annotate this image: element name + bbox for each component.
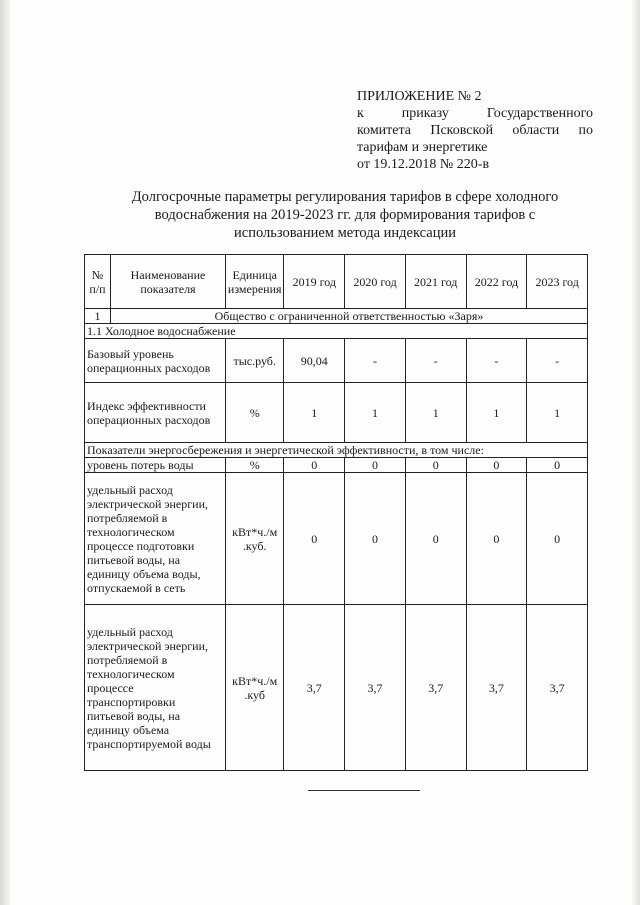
appendix-title: ПРИЛОЖЕНИЕ № 2: [357, 89, 482, 104]
row-name: Базовый уровень операционных расходов: [85, 339, 226, 383]
row-value-2020: 0: [345, 473, 406, 605]
row-value-2019: 0: [284, 458, 345, 473]
row-value-2023: 3,7: [527, 605, 588, 771]
row-value-2021: 0: [405, 473, 466, 605]
scan-edge-right: [632, 0, 640, 905]
row-value-2019: 90,04: [284, 339, 345, 383]
row-value-2023: 0: [527, 473, 588, 605]
appendix-line-2: комитета Псковской области по: [357, 123, 593, 138]
document-title: [110, 188, 580, 242]
document-title-line-1: Долгосрочные параметры регулирования тарифов в сфере холодного: [131, 189, 559, 205]
row-value-2020: 0: [345, 458, 406, 473]
org-num: 1: [85, 309, 111, 324]
table-row: [85, 473, 588, 605]
row-value-2021: 3,7: [405, 605, 466, 771]
row-value-2020: 1: [345, 383, 406, 443]
row-value-2023: 0: [527, 458, 588, 473]
appendix-line-3: тарифам и энергетике: [357, 140, 488, 155]
row-name: уровень потерь воды: [85, 458, 226, 473]
parameters-table: [84, 254, 588, 771]
appendix-line-4: от 19.12.2018 № 220-в: [357, 157, 490, 172]
header-year-2021: 2021 год: [405, 255, 466, 309]
row-unit: тыс.руб.: [225, 339, 284, 383]
row-value-2022: -: [466, 339, 527, 383]
row-name: Индекс эффективности операционных расходов: [85, 383, 226, 443]
closing-divider: [308, 790, 420, 791]
row-value-2021: -: [405, 339, 466, 383]
row-value-2022: 1: [466, 383, 527, 443]
table-row: [85, 458, 588, 473]
energy-section-row: [85, 443, 588, 458]
header-year-2020: 2020 год: [345, 255, 406, 309]
section-title: 1.1 Холодное водоснабжение: [85, 324, 588, 339]
row-unit: %: [225, 458, 284, 473]
row-value-2022: 0: [466, 458, 527, 473]
table-row: [85, 605, 588, 771]
row-unit: кВт*ч./м .куб.: [225, 473, 284, 605]
table-header-row: [85, 255, 588, 309]
header-year-2022: 2022 год: [466, 255, 527, 309]
section-row: [85, 324, 588, 339]
header-year-2023: 2023 год: [527, 255, 588, 309]
org-name: Общество с ограниченной ответственностью «Заря»: [111, 309, 588, 324]
row-unit: %: [225, 383, 284, 443]
header-unit: Единица измерения: [225, 255, 284, 309]
row-value-2022: 0: [466, 473, 527, 605]
header-num: № п/п: [85, 255, 111, 309]
appendix-line-1: к приказу Государственного: [357, 106, 593, 121]
scan-edge-left: [0, 0, 10, 905]
row-value-2023: -: [527, 339, 588, 383]
row-unit: кВт*ч./м .куб: [225, 605, 284, 771]
row-value-2019: 0: [284, 473, 345, 605]
row-name: удельный расход электрической энергии, потребляемой в технологическом процессе транспортировки питьевой воды, на единицу объема транспортируемой воды: [85, 605, 226, 771]
energy-section-title: Показатели энергосбережения и энергетической эффективности, в том числе:: [85, 443, 588, 458]
table-row: [85, 383, 588, 443]
header-name: Наименование показателя: [111, 255, 226, 309]
row-value-2021: 1: [405, 383, 466, 443]
row-value-2022: 3,7: [466, 605, 527, 771]
table-row: [85, 339, 588, 383]
appendix-header: [357, 88, 593, 173]
document-title-line-2: водоснабжения на 2019-2023 гг. для формирования тарифов с: [154, 207, 536, 223]
row-value-2020: 3,7: [345, 605, 406, 771]
row-value-2020: -: [345, 339, 406, 383]
row-value-2023: 1: [527, 383, 588, 443]
row-value-2019: 1: [284, 383, 345, 443]
row-name: удельный расход электрической энергии, потребляемой в технологическом процессе подготовки питьевой воды, на единицу объема воды, отпускаемой в сеть: [85, 473, 226, 605]
org-row: [85, 309, 588, 324]
row-value-2019: 3,7: [284, 605, 345, 771]
header-year-2019: 2019 год: [284, 255, 345, 309]
row-value-2021: 0: [405, 458, 466, 473]
document-title-line-3: использованием метода индексации: [234, 225, 456, 241]
